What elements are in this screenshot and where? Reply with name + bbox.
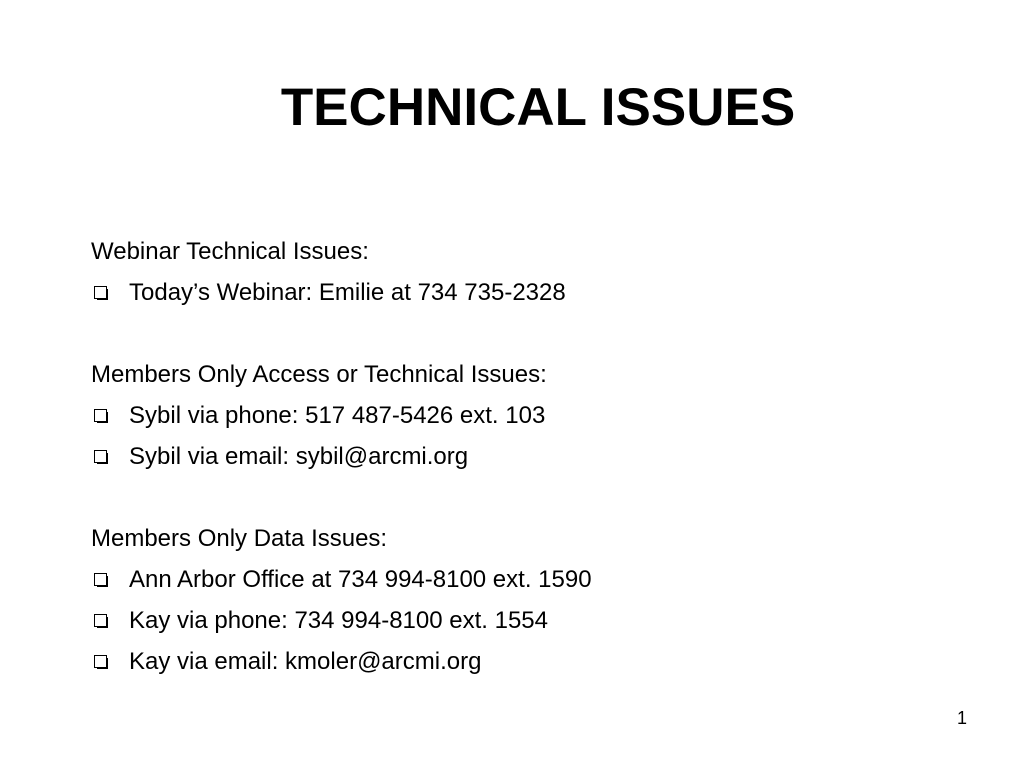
list-item-text: Ann Arbor Office at 734 994-8100 ext. 1590	[129, 566, 592, 593]
checkbox-icon	[94, 614, 107, 627]
list-item	[91, 272, 951, 313]
checkbox-icon	[94, 450, 107, 463]
section-heading-webinar: Webinar Technical Issues:	[91, 238, 369, 265]
list-item-text: Kay via email: kmoler@arcmi.org	[129, 648, 482, 675]
checkbox-icon	[94, 286, 107, 299]
slide-number: 1	[956, 708, 967, 728]
list-item	[91, 641, 951, 682]
list-item	[91, 559, 951, 600]
section-spacer	[91, 313, 951, 354]
slide-title: TECHNICAL ISSUES	[280, 78, 796, 137]
slide-content	[91, 231, 951, 682]
checkbox-icon	[94, 409, 107, 422]
bullet-list-access	[91, 395, 951, 477]
list-item-text: Today’s Webinar: Emilie at 734 735-2328	[129, 279, 566, 306]
list-item-text: Kay via phone: 734 994-8100 ext. 1554	[129, 607, 548, 634]
section-spacer	[91, 477, 951, 518]
list-item	[91, 600, 951, 641]
section-heading-data: Members Only Data Issues:	[91, 525, 388, 552]
section-heading-access: Members Only Access or Technical Issues:	[91, 361, 547, 388]
list-item-text: Sybil via phone: 517 487-5426 ext. 103	[129, 402, 546, 429]
bullet-list-webinar	[91, 272, 951, 313]
list-item	[91, 395, 951, 436]
list-item	[91, 436, 951, 477]
list-item-text: Sybil via email: sybil@arcmi.org	[129, 443, 469, 470]
checkbox-icon	[94, 573, 107, 586]
bullet-list-data	[91, 559, 951, 682]
checkbox-icon	[94, 655, 107, 668]
